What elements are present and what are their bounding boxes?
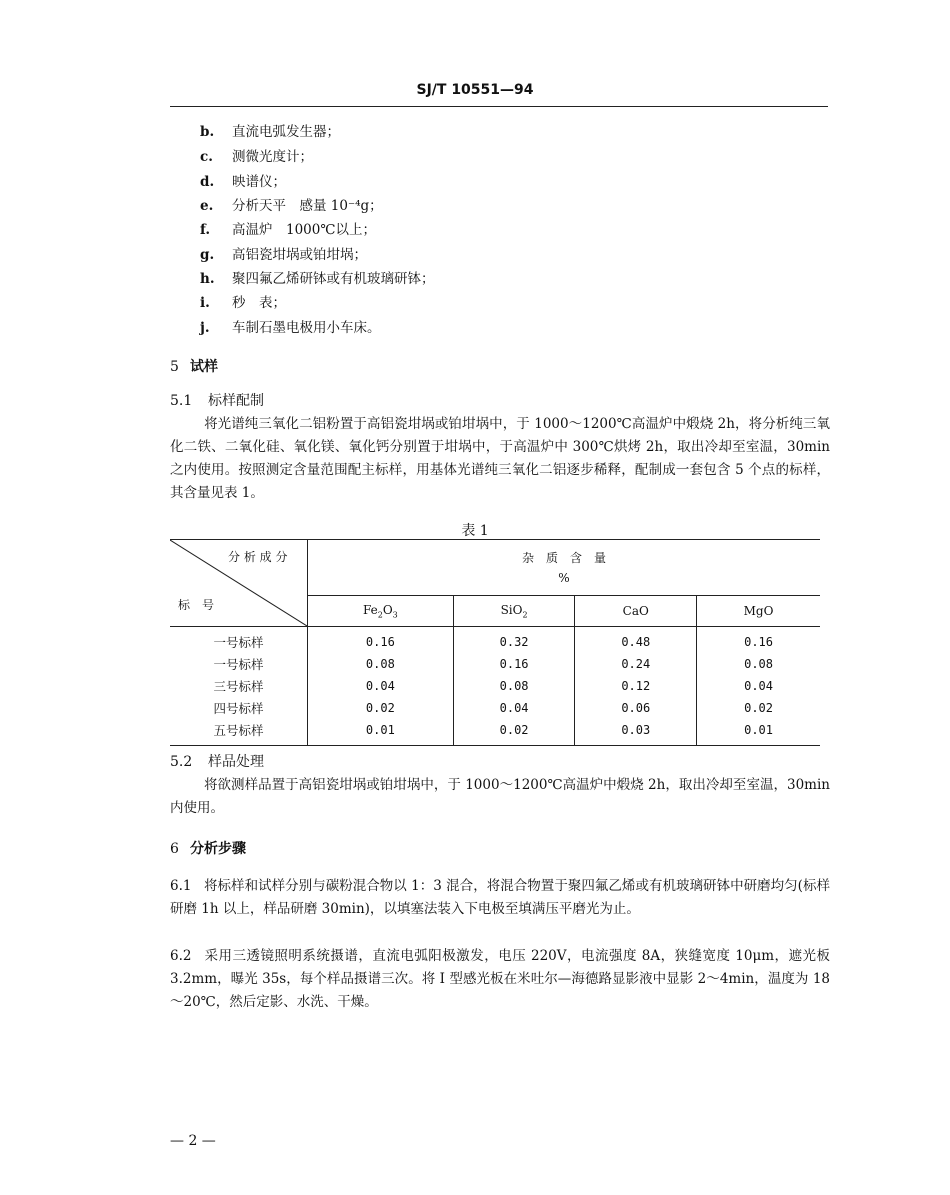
table-row — [170, 719, 820, 746]
item-text: 聚四氟乙烯研钵或有机玻璃研钵； — [232, 271, 435, 287]
equipment-item — [200, 267, 435, 287]
equipment-item — [200, 194, 383, 214]
equipment-item — [200, 316, 381, 336]
subsection-title: 样品处理 — [208, 754, 264, 770]
row-label: 一号标样 — [170, 653, 308, 675]
subsection-number: 5.2 — [170, 754, 193, 770]
item-text: 测微光度计； — [232, 149, 313, 165]
item-text: 分析天平 感量 10⁻⁴g； — [232, 198, 383, 214]
cell-value: 0.48 — [575, 627, 697, 654]
section-title: 分析步骤 — [190, 841, 246, 857]
corner-label-sample-number: 标 号 — [178, 598, 215, 612]
section-number: 6 — [170, 841, 179, 857]
cell-value: 0.04 — [453, 697, 575, 719]
table-corner-cell — [170, 540, 308, 627]
impurity-header — [308, 540, 821, 596]
cell-value: 0.02 — [365, 701, 395, 715]
impurity-label: 杂 质 含 量 — [521, 550, 606, 565]
cell-value: 0.16 — [697, 627, 820, 654]
paragraph — [170, 945, 830, 1014]
paragraph — [170, 774, 830, 820]
cell-value: 0.16 — [453, 653, 575, 675]
item-letter: b. — [200, 124, 215, 140]
paragraph-number: 6.2 — [170, 948, 192, 964]
item-text: 车制石墨电极用小车床。 — [232, 320, 381, 336]
header-rule — [170, 106, 828, 107]
paragraph-text: 将光谱纯三氧化二铝粉置于高铝瓷坩埚或铂坩埚中，于 1000～1200℃高温炉中煅烧 2h，将分析纯三氧化二铁、二氧化硅、氧化镁、氧化钙分别置于坩埚中，于高温炉中 300℃烘烤 2h，取出冷却至室温，30min 之内使用。按照测定含量范围配主标样，用基体光谱纯三氧化二铝逐步稀释，配制成一套包含 5 个点的标样，其含量见表 1。 — [170, 416, 830, 501]
equipment-item — [200, 218, 376, 238]
item-text: 直流电弧发生器； — [232, 124, 340, 140]
cell-value: 0.24 — [575, 653, 697, 675]
section-number: 5 — [170, 359, 179, 375]
cell-value: 0.01 — [697, 719, 820, 746]
subsection-number: 5.1 — [170, 393, 193, 409]
unit-label: % — [558, 570, 570, 585]
cell-value: 0.06 — [575, 697, 697, 719]
cell-value: 0.01 — [365, 723, 395, 737]
paragraph — [170, 413, 830, 505]
section-heading — [170, 838, 246, 858]
equipment-item — [200, 291, 286, 311]
corner-label-components: 分 析 成 分 — [228, 550, 288, 564]
item-text: 高铝瓷坩埚或铂坩埚； — [232, 247, 367, 263]
row-label: 三号标样 — [170, 675, 308, 697]
subsection-heading — [170, 751, 264, 771]
row-label: 一号标样 — [170, 627, 308, 654]
paragraph-text: 采用三透镜照明系统摄谱，直流电弧阳极激发，电压 220V，电流强度 8A，狭缝宽度 10μm，遮光板 3.2mm，曝光 35s，每个样品摄谱三次。将 Ⅰ 型感光板在米吐尔—海德路显影液中显影 2～4min，温度为 18～20℃，然后定影、水洗、干燥。 — [170, 948, 830, 1010]
column-header-cao: CaO — [575, 596, 697, 627]
cell-value: 0.32 — [453, 627, 575, 654]
cell-value: 0.12 — [575, 675, 697, 697]
row-label: 五号标样 — [170, 719, 308, 746]
item-text: 秒 表； — [232, 295, 286, 311]
subsection-title: 标样配制 — [208, 393, 264, 409]
paragraph — [170, 875, 830, 921]
table-row — [170, 627, 820, 654]
equipment-item — [200, 120, 340, 140]
table-title: 表 1 — [461, 523, 489, 539]
page-number: — 2 — — [170, 1133, 216, 1149]
impurity-table — [170, 539, 820, 746]
item-letter: i. — [200, 295, 210, 311]
section-title: 试样 — [190, 359, 218, 375]
item-text: 高温炉 1000℃以上； — [232, 222, 376, 238]
row-label: 四号标样 — [170, 697, 308, 719]
document-code: SJ/T 10551—94 — [416, 82, 534, 98]
item-letter: f. — [200, 222, 211, 238]
section-heading — [170, 356, 218, 376]
item-text: 映谱仪； — [232, 174, 286, 190]
item-letter: d. — [200, 174, 215, 190]
table-row — [170, 675, 820, 697]
cell-value: 0.08 — [697, 653, 820, 675]
cell-value: 0.04 — [697, 675, 820, 697]
subsection-heading — [170, 390, 264, 410]
item-letter: e. — [200, 198, 214, 214]
column-header-mgo: MgO — [697, 596, 820, 627]
cell-value: 0.08 — [453, 675, 575, 697]
paragraph-text: 将欲测样品置于高铝瓷坩埚或铂坩埚中，于 1000～1200℃高温炉中煅烧 2h，取出冷却至室温，30min 内使用。 — [170, 777, 830, 816]
paragraph-text: 将标样和试样分别与碳粉混合物以 1：3 混合，将混合物置于聚四氟乙烯或有机玻璃研钵中研磨均匀(标样研磨 1h 以上，样品研磨 30min)，以填塞法装入下电极至填满压平磨光为止。 — [170, 878, 830, 917]
table-row — [170, 653, 820, 675]
equipment-item — [200, 243, 367, 263]
equipment-item — [200, 145, 313, 165]
cell-value: 0.02 — [697, 697, 820, 719]
column-header-sio2: SiO$_2$ — [453, 596, 575, 627]
item-letter: c. — [200, 149, 213, 165]
item-letter: h. — [200, 271, 215, 287]
table-row — [170, 697, 820, 719]
column-header-fe2o3: $Fe_2O_3$ — [308, 596, 454, 627]
cell-value: 0.03 — [575, 719, 697, 746]
paragraph-number: 6.1 — [170, 878, 192, 894]
item-letter: j. — [200, 320, 210, 336]
cell-value: 0.04 — [365, 679, 395, 693]
cell-value: 0.16 — [365, 635, 395, 649]
item-letter: g. — [200, 247, 215, 263]
cell-value: 0.02 — [453, 719, 575, 746]
equipment-item — [200, 170, 286, 190]
cell-value: 0.08 — [365, 657, 395, 671]
